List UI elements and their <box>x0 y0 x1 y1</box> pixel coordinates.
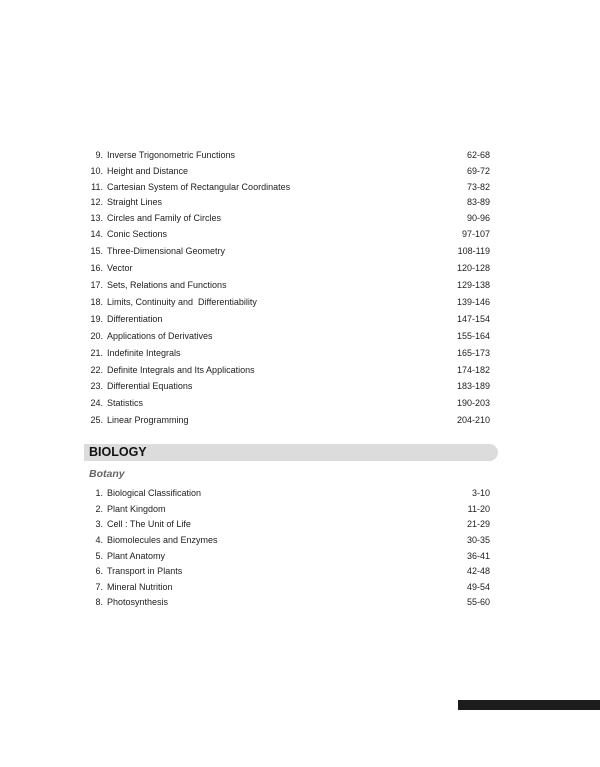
toc-entry-title: Limits, Continuity and Differentiability <box>107 297 257 307</box>
toc-entry-number: 6. <box>95 566 103 576</box>
page-footer-bar <box>458 700 600 710</box>
toc-entry-pages: 11-20 <box>467 504 490 514</box>
toc-entry-title: Plant Anatomy <box>107 551 166 561</box>
toc-entry-number: 14. <box>90 229 103 239</box>
toc-entry-title: Circles and Family of Circles <box>107 213 222 223</box>
toc-entry-number: 10. <box>90 166 103 176</box>
toc-entry-number: 22. <box>90 365 103 375</box>
toc-entry-pages: 155-164 <box>456 331 490 341</box>
toc-entry <box>88 244 490 258</box>
toc-entry-pages: 174-182 <box>456 365 490 375</box>
toc-entry <box>88 580 490 594</box>
toc-entry-pages: 42-48 <box>466 566 490 576</box>
toc-entry <box>88 549 490 563</box>
toc-entry-title: Linear Programming <box>107 415 189 425</box>
toc-entry-pages: 83-89 <box>466 197 490 207</box>
toc-entry-pages: 108-119 <box>457 246 490 256</box>
toc-entry-pages: 30-35 <box>466 535 490 545</box>
toc-entry-pages: 147-154 <box>456 314 490 324</box>
toc-entry <box>88 413 490 427</box>
toc-entry-title: Definite Integrals and Its Applications <box>107 365 255 375</box>
toc-entry-number: 9. <box>95 150 103 160</box>
toc-entry-title: Cartesian System of Rectangular Coordinates <box>107 182 291 192</box>
toc-entry <box>88 486 490 500</box>
toc-entry-title: Transport in Plants <box>107 566 183 576</box>
toc-entry <box>88 295 490 309</box>
toc-entry-number: 3. <box>95 519 103 529</box>
toc-entry-pages: 36-41 <box>466 551 490 561</box>
toc-entry-number: 16. <box>90 263 103 273</box>
toc-entry-title: Inverse Trigonometric Functions <box>107 150 236 160</box>
toc-entry-pages: 69-72 <box>466 166 490 176</box>
toc-entry <box>88 502 490 516</box>
toc-entry-title: Three-Dimensional Geometry <box>107 246 226 256</box>
toc-entry-title: Statistics <box>107 398 144 408</box>
toc-entry <box>88 379 490 393</box>
toc-entry-title: Conic Sections <box>107 229 168 239</box>
toc-entry-number: 5. <box>95 551 103 561</box>
toc-entry-pages: 139-146 <box>456 297 490 307</box>
toc-entry-number: 18. <box>90 297 103 307</box>
toc-entry-pages: 73-82 <box>466 182 490 192</box>
toc-entry <box>88 517 490 531</box>
toc-entry-pages: 129-138 <box>456 280 490 290</box>
toc-entry-pages: 62-68 <box>466 150 490 160</box>
toc-entry-pages: 204-210 <box>456 415 490 425</box>
toc-entry <box>88 180 490 194</box>
toc-entry-title: Sets, Relations and Functions <box>107 280 227 290</box>
toc-entry <box>88 329 490 343</box>
toc-entry-title: Mineral Nutrition <box>107 582 173 592</box>
toc-entry-title: Applications of Derivatives <box>107 331 213 341</box>
toc-entry-title: Differentiation <box>107 314 163 324</box>
toc-entry-number: 11. <box>91 182 103 192</box>
toc-entry-number: 4. <box>95 535 103 545</box>
toc-entry-number: 15. <box>90 246 103 256</box>
toc-entry <box>88 533 490 547</box>
toc-entry-number: 20. <box>90 331 103 341</box>
toc-entry-pages: 120-128 <box>456 263 490 273</box>
toc-entry-title: Differential Equations <box>107 381 193 391</box>
toc-entry-number: 13. <box>90 213 103 223</box>
section-title: BIOLOGY <box>89 445 147 459</box>
toc-entry <box>88 564 490 578</box>
toc-entry-number: 7. <box>95 582 103 592</box>
toc-entry-pages: 90-96 <box>466 213 490 223</box>
toc-entry-pages: 165-173 <box>456 348 490 358</box>
toc-entry-title: Biomolecules and Enzymes <box>107 535 218 545</box>
toc-entry <box>88 278 490 292</box>
toc-entry-number: 17. <box>90 280 103 290</box>
toc-entry <box>88 164 490 178</box>
toc-entry-number: 8. <box>95 597 103 607</box>
toc-entry <box>88 346 490 360</box>
toc-entry <box>88 148 490 162</box>
toc-entry <box>88 261 490 275</box>
toc-entry <box>88 312 490 326</box>
toc-entry <box>88 211 490 225</box>
toc-entry <box>88 363 490 377</box>
toc-entry <box>88 595 490 609</box>
toc-entry-pages: 97-107 <box>461 229 490 239</box>
toc-entry-number: 24. <box>90 398 103 408</box>
toc-entry-pages: 3-10 <box>471 488 490 498</box>
subsection-title-botany: Botany <box>89 468 125 480</box>
toc-entry-title: Biological Classification <box>107 488 202 498</box>
section-header-biology <box>84 444 498 461</box>
toc-entry-number: 2. <box>95 504 103 514</box>
toc-entry-title: Height and Distance <box>107 166 189 176</box>
toc-entry-pages: 55-60 <box>466 597 490 607</box>
toc-entry <box>88 227 490 241</box>
toc-entry-pages: 183-189 <box>456 381 490 391</box>
toc-entry-number: 12. <box>90 197 103 207</box>
toc-entry-number: 25. <box>90 415 103 425</box>
toc-entry-pages: 49-54 <box>466 582 490 592</box>
toc-entry-title: Straight Lines <box>107 197 163 207</box>
toc-entry-title: Plant Kingdom <box>107 504 166 514</box>
toc-entry-number: 23. <box>90 381 103 391</box>
toc-entry-title: Vector <box>107 263 133 273</box>
toc-entry <box>88 195 490 209</box>
toc-entry-title: Indefinite Integrals <box>107 348 181 358</box>
toc-entry <box>88 396 490 410</box>
toc-entry-number: 21. <box>90 348 103 358</box>
toc-entry-title: Photosynthesis <box>107 597 169 607</box>
toc-entry-number: 19. <box>90 314 103 324</box>
toc-entry-title: Cell : The Unit of Life <box>107 519 191 529</box>
toc-entry-pages: 190-203 <box>456 398 490 408</box>
toc-entry-number: 1. <box>95 488 103 498</box>
toc-entry-pages: 21-29 <box>466 519 490 529</box>
